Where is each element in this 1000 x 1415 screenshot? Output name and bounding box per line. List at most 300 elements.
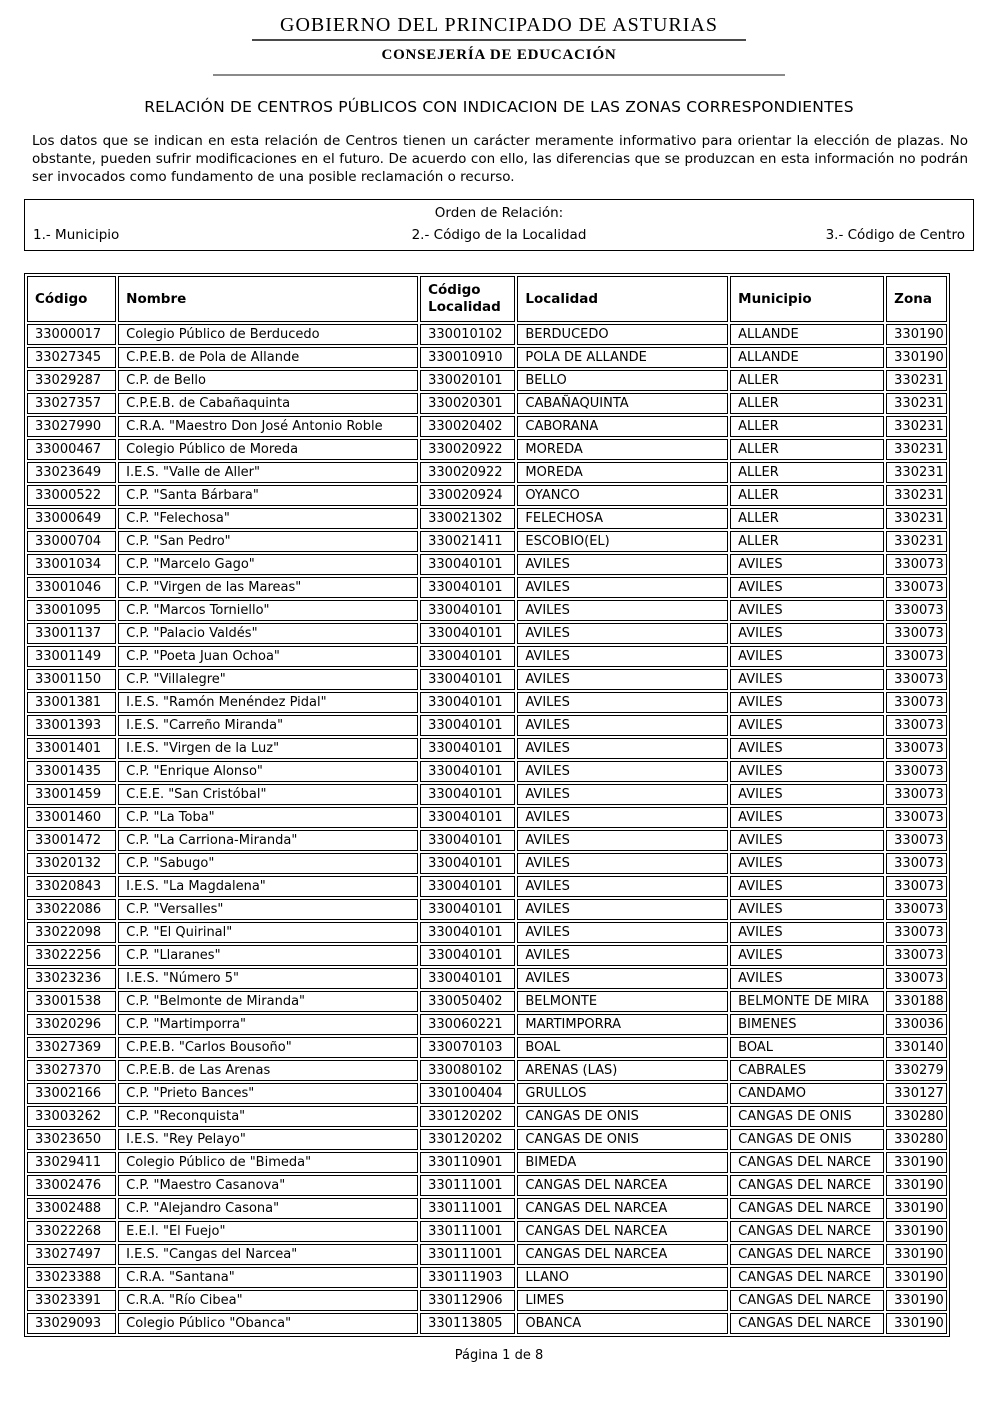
table-row xyxy=(27,393,947,414)
table-cell: 33001046 xyxy=(27,577,116,598)
table-cell: C.P. "Marcos Torniello" xyxy=(118,600,418,621)
table-cell: 33027497 xyxy=(27,1244,116,1265)
table-cell: AVILES xyxy=(730,968,884,989)
table-cell: 330073 xyxy=(886,945,947,966)
table-cell: 33029093 xyxy=(27,1313,116,1334)
table-cell: AVILES xyxy=(517,577,728,598)
table-cell: 330190 xyxy=(886,1290,947,1311)
table-cell: AVILES xyxy=(730,784,884,805)
table-cell: 330190 xyxy=(886,1221,947,1242)
government-name: GOBIERNO DEL PRINCIPADO DE ASTURIAS xyxy=(252,14,746,41)
table-cell: AVILES xyxy=(517,876,728,897)
table-cell: 330080102 xyxy=(420,1060,515,1081)
table-cell: 33001137 xyxy=(27,623,116,644)
table-cell: AVILES xyxy=(517,554,728,575)
table-cell: I.E.S. "Número 5" xyxy=(118,968,418,989)
table-cell: Colegio Público "Obanca" xyxy=(118,1313,418,1334)
table-cell: 33000467 xyxy=(27,439,116,460)
table-cell: 330040101 xyxy=(420,715,515,736)
table-cell: 330112906 xyxy=(420,1290,515,1311)
table-row xyxy=(27,577,947,598)
table-row xyxy=(27,370,947,391)
table-cell: 330040101 xyxy=(420,761,515,782)
table-cell: I.E.S. "Valle de Aller" xyxy=(118,462,418,483)
table-cell: 330188 xyxy=(886,991,947,1012)
table-cell: 33029411 xyxy=(27,1152,116,1173)
table-cell: AVILES xyxy=(730,945,884,966)
table-row xyxy=(27,945,947,966)
table-cell: 33020296 xyxy=(27,1014,116,1035)
table-cell: 330040101 xyxy=(420,600,515,621)
table-cell: 330231 xyxy=(886,462,947,483)
table-row xyxy=(27,1244,947,1265)
table-cell: C.P. "Belmonte de Miranda" xyxy=(118,991,418,1012)
table-cell: 330231 xyxy=(886,485,947,506)
table-cell: 33001393 xyxy=(27,715,116,736)
table-cell: 330020922 xyxy=(420,439,515,460)
table-row xyxy=(27,669,947,690)
table-cell: I.E.S. "Carreño Miranda" xyxy=(118,715,418,736)
table-row xyxy=(27,991,947,1012)
table-cell: ALLANDE xyxy=(730,324,884,345)
table-row xyxy=(27,1313,947,1334)
table-cell: ESCOBIO(EL) xyxy=(517,531,728,552)
order-criterion-codigo-localidad: 2.- Código de la Localidad xyxy=(411,226,587,243)
table-cell: 330190 xyxy=(886,1152,947,1173)
table-cell: C.P. "Villalegre" xyxy=(118,669,418,690)
table-row xyxy=(27,623,947,644)
table-cell: C.P.E.B. "Carlos Bousoño" xyxy=(118,1037,418,1058)
table-cell: 330040101 xyxy=(420,945,515,966)
table-cell: CANGAS DEL NARCE xyxy=(730,1244,884,1265)
table-cell: 33020132 xyxy=(27,853,116,874)
page-number: Página 1 de 8 xyxy=(454,1347,544,1363)
table-cell: 33000704 xyxy=(27,531,116,552)
table-cell: 330073 xyxy=(886,830,947,851)
table-cell: 33001149 xyxy=(27,646,116,667)
table-cell: 330073 xyxy=(886,646,947,667)
table-cell: 330010910 xyxy=(420,347,515,368)
table-cell: 33020843 xyxy=(27,876,116,897)
table-cell: 330127 xyxy=(886,1083,947,1104)
table-cell: FELECHOSA xyxy=(517,508,728,529)
table-row xyxy=(27,784,947,805)
table-cell: 330060221 xyxy=(420,1014,515,1035)
table-cell: 330231 xyxy=(886,416,947,437)
table-cell: 330040101 xyxy=(420,968,515,989)
table-row xyxy=(27,715,947,736)
table-cell: 330111001 xyxy=(420,1221,515,1242)
table-cell: 330073 xyxy=(886,577,947,598)
table-cell: BERDUCEDO xyxy=(517,324,728,345)
table-cell: CANGAS DEL NARCEA xyxy=(517,1198,728,1219)
table-cell: CANGAS DEL NARCEA xyxy=(517,1244,728,1265)
table-cell: 330111001 xyxy=(420,1198,515,1219)
table-cell: AVILES xyxy=(517,623,728,644)
table-cell: AVILES xyxy=(517,807,728,828)
table-cell: 330190 xyxy=(886,1267,947,1288)
table-cell: CANGAS DEL NARCE xyxy=(730,1152,884,1173)
table-cell: C.P. "Marcelo Gago" xyxy=(118,554,418,575)
table-cell: 33023649 xyxy=(27,462,116,483)
table-cell: BELMONTE xyxy=(517,991,728,1012)
table-cell: AVILES xyxy=(730,899,884,920)
table-row xyxy=(27,531,947,552)
page-title: RELACIÓN DE CENTROS PÚBLICOS CON INDICACION DE LAS ZONAS CORRESPONDIENTES xyxy=(144,98,854,116)
table-cell: 330050402 xyxy=(420,991,515,1012)
table-row xyxy=(27,600,947,621)
table-row xyxy=(27,1037,947,1058)
table-cell: AVILES xyxy=(517,784,728,805)
table-row xyxy=(27,1267,947,1288)
table-cell: BELLO xyxy=(517,370,728,391)
table-cell: BOAL xyxy=(517,1037,728,1058)
table-cell: 330020301 xyxy=(420,393,515,414)
table-cell: 330073 xyxy=(886,554,947,575)
table-cell: C.P. "Sabugo" xyxy=(118,853,418,874)
table-cell: CANGAS DE ONIS xyxy=(730,1129,884,1150)
table-row xyxy=(27,1198,947,1219)
table-cell: 330040101 xyxy=(420,876,515,897)
table-cell: 330280 xyxy=(886,1106,947,1127)
table-cell: C.P.E.B. de Las Arenas xyxy=(118,1060,418,1081)
column-header-codigo-localidad: Código Localidad xyxy=(420,276,515,322)
table-cell: 330073 xyxy=(886,876,947,897)
table-cell: 33000649 xyxy=(27,508,116,529)
table-cell: AVILES xyxy=(517,600,728,621)
table-cell: 330111903 xyxy=(420,1267,515,1288)
table-cell: 330040101 xyxy=(420,646,515,667)
table-cell: I.E.S. "Virgen de la Luz" xyxy=(118,738,418,759)
table-cell: 330040101 xyxy=(420,692,515,713)
table-cell: 33001538 xyxy=(27,991,116,1012)
table-cell: 33023236 xyxy=(27,968,116,989)
table-cell: 33003262 xyxy=(27,1106,116,1127)
table-cell: CANGAS DEL NARCE xyxy=(730,1198,884,1219)
table-cell: C.P. "Poeta Juan Ochoa" xyxy=(118,646,418,667)
column-header-codigo: Código xyxy=(27,276,116,322)
table-cell: 33001435 xyxy=(27,761,116,782)
table-cell: AVILES xyxy=(730,669,884,690)
table-cell: 330120202 xyxy=(420,1129,515,1150)
table-cell: OBANCA xyxy=(517,1313,728,1334)
table-cell: AVILES xyxy=(517,922,728,943)
department-name: CONSEJERÍA DE EDUCACIÓN xyxy=(381,47,617,63)
table-cell: 330040101 xyxy=(420,623,515,644)
table-cell: C.P. "La Toba" xyxy=(118,807,418,828)
table-cell: 330073 xyxy=(886,784,947,805)
table-cell: C.P. "Virgen de las Mareas" xyxy=(118,577,418,598)
table-cell: I.E.S. "Ramón Menéndez Pidal" xyxy=(118,692,418,713)
table-row xyxy=(27,485,947,506)
table-cell: MARTIMPORRA xyxy=(517,1014,728,1035)
table-cell: 330040101 xyxy=(420,784,515,805)
table-row xyxy=(27,1060,947,1081)
table-cell: 330040101 xyxy=(420,853,515,874)
table-cell: CABORANA xyxy=(517,416,728,437)
table-cell: 330073 xyxy=(886,738,947,759)
table-cell: BOAL xyxy=(730,1037,884,1058)
table-cell: I.E.S. "Rey Pelayo" xyxy=(118,1129,418,1150)
table-cell: 330231 xyxy=(886,508,947,529)
table-cell: 330073 xyxy=(886,669,947,690)
order-criterion-municipio: 1.- Municipio xyxy=(33,226,120,243)
table-cell: 330073 xyxy=(886,715,947,736)
table-cell: AVILES xyxy=(517,715,728,736)
table-cell: ALLER xyxy=(730,485,884,506)
table-cell: 33002166 xyxy=(27,1083,116,1104)
table-cell: ALLER xyxy=(730,370,884,391)
table-cell: ALLER xyxy=(730,531,884,552)
table-cell: Colegio Público de "Bimeda" xyxy=(118,1152,418,1173)
intro-paragraph: Los datos que se indican en esta relación de Centros tienen un carácter meramente informativo para orientar la elección de plazas. No obstante, pueden sufrir modificaciones en el futuro. De acuerdo con ello, las diferencias que se produzcan en esta información no podrán ser invocados como fundamento de una posible reclamación o recurso. xyxy=(32,133,968,185)
table-cell: C.R.A. "Santana" xyxy=(118,1267,418,1288)
table-cell: 33027370 xyxy=(27,1060,116,1081)
table-cell: CANDAMO xyxy=(730,1083,884,1104)
table-row xyxy=(27,416,947,437)
table-cell: CABRALES xyxy=(730,1060,884,1081)
table-cell: AVILES xyxy=(730,738,884,759)
table-cell: CANGAS DEL NARCE xyxy=(730,1267,884,1288)
table-cell: 33023650 xyxy=(27,1129,116,1150)
table-cell: 330073 xyxy=(886,968,947,989)
table-cell: AVILES xyxy=(517,738,728,759)
table-cell: CANGAS DEL NARCE xyxy=(730,1313,884,1334)
table-cell: 33001095 xyxy=(27,600,116,621)
table-cell: Colegio Público de Berducedo xyxy=(118,324,418,345)
table-cell: AVILES xyxy=(730,715,884,736)
table-row xyxy=(27,853,947,874)
table-cell: MOREDA xyxy=(517,462,728,483)
table-cell: LIMES xyxy=(517,1290,728,1311)
table-cell: 330231 xyxy=(886,531,947,552)
table-cell: 33000017 xyxy=(27,324,116,345)
table-cell: C.P. "Llaranes" xyxy=(118,945,418,966)
table-cell: Colegio Público de Moreda xyxy=(118,439,418,460)
letterhead-divider xyxy=(213,74,785,76)
table-cell: 330190 xyxy=(886,1175,947,1196)
table-cell: AVILES xyxy=(730,761,884,782)
table-cell: 330020101 xyxy=(420,370,515,391)
table-row xyxy=(27,761,947,782)
table-cell: 330073 xyxy=(886,853,947,874)
table-cell: CANGAS DE ONIS xyxy=(517,1129,728,1150)
table-cell: 330140 xyxy=(886,1037,947,1058)
letterhead xyxy=(24,14,974,76)
table-cell: 330110901 xyxy=(420,1152,515,1173)
column-header-zona: Zona xyxy=(886,276,947,322)
table-cell: 330190 xyxy=(886,324,947,345)
table-cell: C.P.E.B. de Cabañaquinta xyxy=(118,393,418,414)
table-cell: 33022268 xyxy=(27,1221,116,1242)
table-cell: C.R.A. "Río Cibea" xyxy=(118,1290,418,1311)
table-cell: 33000522 xyxy=(27,485,116,506)
table-cell: C.P. "San Pedro" xyxy=(118,531,418,552)
table-cell: 330040101 xyxy=(420,577,515,598)
table-cell: 330231 xyxy=(886,370,947,391)
table-cell: 33023391 xyxy=(27,1290,116,1311)
table-cell: C.P. "Maestro Casanova" xyxy=(118,1175,418,1196)
table-cell: POLA DE ALLANDE xyxy=(517,347,728,368)
table-cell: 33027990 xyxy=(27,416,116,437)
table-cell: 33027369 xyxy=(27,1037,116,1058)
table-row xyxy=(27,462,947,483)
table-row xyxy=(27,692,947,713)
table-cell: E.E.I. "El Fuejo" xyxy=(118,1221,418,1242)
table-cell: OYANCO xyxy=(517,485,728,506)
table-cell: 33001460 xyxy=(27,807,116,828)
table-cell: 330073 xyxy=(886,899,947,920)
table-cell: 330100404 xyxy=(420,1083,515,1104)
table-cell: ARENAS (LAS) xyxy=(517,1060,728,1081)
column-header-localidad: Localidad xyxy=(517,276,728,322)
table-cell: AVILES xyxy=(517,830,728,851)
table-row xyxy=(27,1129,947,1150)
table-cell: 330036 xyxy=(886,1014,947,1035)
table-cell: ALLER xyxy=(730,393,884,414)
table-cell: CANGAS DEL NARCE xyxy=(730,1175,884,1196)
table-cell: 330020402 xyxy=(420,416,515,437)
table-cell: 33029287 xyxy=(27,370,116,391)
table-row xyxy=(27,1152,947,1173)
table-cell: BIMENES xyxy=(730,1014,884,1035)
table-cell: I.E.S. "Cangas del Narcea" xyxy=(118,1244,418,1265)
table-cell: CANGAS DEL NARCE xyxy=(730,1290,884,1311)
table-cell: 330040101 xyxy=(420,669,515,690)
table-cell: 330231 xyxy=(886,439,947,460)
table-cell: AVILES xyxy=(730,807,884,828)
table-cell: 330190 xyxy=(886,1313,947,1334)
table-cell: ALLER xyxy=(730,508,884,529)
table-cell: 33001381 xyxy=(27,692,116,713)
table-cell: AVILES xyxy=(730,623,884,644)
table-cell: C.E.E. "San Cristóbal" xyxy=(118,784,418,805)
table-cell: ALLER xyxy=(730,439,884,460)
table-cell: 330073 xyxy=(886,761,947,782)
table-cell: MOREDA xyxy=(517,439,728,460)
table-cell: C.P. "Reconquista" xyxy=(118,1106,418,1127)
table-row xyxy=(27,830,947,851)
column-header-nombre: Nombre xyxy=(118,276,418,322)
table-row xyxy=(27,646,947,667)
table-cell: 33027357 xyxy=(27,393,116,414)
table-cell: BIMEDA xyxy=(517,1152,728,1173)
table-cell: I.E.S. "La Magdalena" xyxy=(118,876,418,897)
table-cell: C.P. "Felechosa" xyxy=(118,508,418,529)
table-cell: C.P. "Santa Bárbara" xyxy=(118,485,418,506)
table-cell: 33001459 xyxy=(27,784,116,805)
table-cell: 330040101 xyxy=(420,830,515,851)
table-cell: 33022098 xyxy=(27,922,116,943)
table-cell: 33001034 xyxy=(27,554,116,575)
table-cell: AVILES xyxy=(730,876,884,897)
table-cell: 330073 xyxy=(886,807,947,828)
table-cell: AVILES xyxy=(730,646,884,667)
table-row xyxy=(27,1014,947,1035)
table-cell: AVILES xyxy=(517,646,728,667)
table-cell: AVILES xyxy=(517,692,728,713)
table-cell: 33023388 xyxy=(27,1267,116,1288)
table-row xyxy=(27,1106,947,1127)
table-cell: 330020922 xyxy=(420,462,515,483)
table-cell: C.P. de Bello xyxy=(118,370,418,391)
table-row xyxy=(27,347,947,368)
table-cell: 330020924 xyxy=(420,485,515,506)
table-cell: AVILES xyxy=(517,968,728,989)
table-cell: 33001401 xyxy=(27,738,116,759)
table-cell: C.P. "Palacio Valdés" xyxy=(118,623,418,644)
table-cell: AVILES xyxy=(730,922,884,943)
table-cell: AVILES xyxy=(517,853,728,874)
table-cell: C.P. "Prieto Bances" xyxy=(118,1083,418,1104)
table-cell: C.P. "Versalles" xyxy=(118,899,418,920)
table-cell: AVILES xyxy=(730,692,884,713)
table-cell: C.R.A. "Maestro Don José Antonio Roble xyxy=(118,416,418,437)
table-row xyxy=(27,1290,947,1311)
order-criterion-codigo-centro: 3.- Código de Centro xyxy=(825,226,965,243)
table-row xyxy=(27,508,947,529)
table-cell: 330040101 xyxy=(420,922,515,943)
table-cell: 330113805 xyxy=(420,1313,515,1334)
table-row xyxy=(27,968,947,989)
table-cell: 330111001 xyxy=(420,1244,515,1265)
table-cell: C.P. "La Carriona-Miranda" xyxy=(118,830,418,851)
table-cell: CANGAS DEL NARCE xyxy=(730,1221,884,1242)
order-criteria-row xyxy=(33,227,965,243)
table-cell: 33022256 xyxy=(27,945,116,966)
table-cell: CANGAS DEL NARCEA xyxy=(517,1221,728,1242)
table-cell: 33027345 xyxy=(27,347,116,368)
table-cell: GRULLOS xyxy=(517,1083,728,1104)
table-row xyxy=(27,324,947,345)
table-cell: 33002488 xyxy=(27,1198,116,1219)
table-cell: CANGAS DE ONIS xyxy=(517,1106,728,1127)
table-cell: CABAÑAQUINTA xyxy=(517,393,728,414)
table-cell: 330120202 xyxy=(420,1106,515,1127)
schools-table xyxy=(24,273,950,1337)
table-cell: 330073 xyxy=(886,692,947,713)
table-cell: 330021411 xyxy=(420,531,515,552)
table-cell: AVILES xyxy=(517,761,728,782)
table-cell: 330040101 xyxy=(420,807,515,828)
table-row xyxy=(27,1175,947,1196)
table-cell: 330190 xyxy=(886,347,947,368)
table-header-row xyxy=(27,276,947,322)
order-box-title: Orden de Relación: xyxy=(434,204,564,221)
table-cell: AVILES xyxy=(730,554,884,575)
table-cell: 330040101 xyxy=(420,738,515,759)
table-cell: AVILES xyxy=(517,669,728,690)
table-cell: ALLANDE xyxy=(730,347,884,368)
table-row xyxy=(27,554,947,575)
table-cell: 33001150 xyxy=(27,669,116,690)
table-cell: C.P. "Alejandro Casona" xyxy=(118,1198,418,1219)
table-cell: 330040101 xyxy=(420,554,515,575)
table-cell: 330190 xyxy=(886,1198,947,1219)
table-cell: C.P. "Enrique Alonso" xyxy=(118,761,418,782)
table-cell: 330073 xyxy=(886,623,947,644)
table-cell: AVILES xyxy=(730,853,884,874)
table-cell: 33002476 xyxy=(27,1175,116,1196)
table-row xyxy=(27,899,947,920)
table-cell: 330111001 xyxy=(420,1175,515,1196)
table-cell: 330279 xyxy=(886,1060,947,1081)
table-cell: 330073 xyxy=(886,922,947,943)
table-cell: 330021302 xyxy=(420,508,515,529)
table-cell: C.P. "Martimporra" xyxy=(118,1014,418,1035)
table-cell: 330040101 xyxy=(420,899,515,920)
table-cell: 33022086 xyxy=(27,899,116,920)
